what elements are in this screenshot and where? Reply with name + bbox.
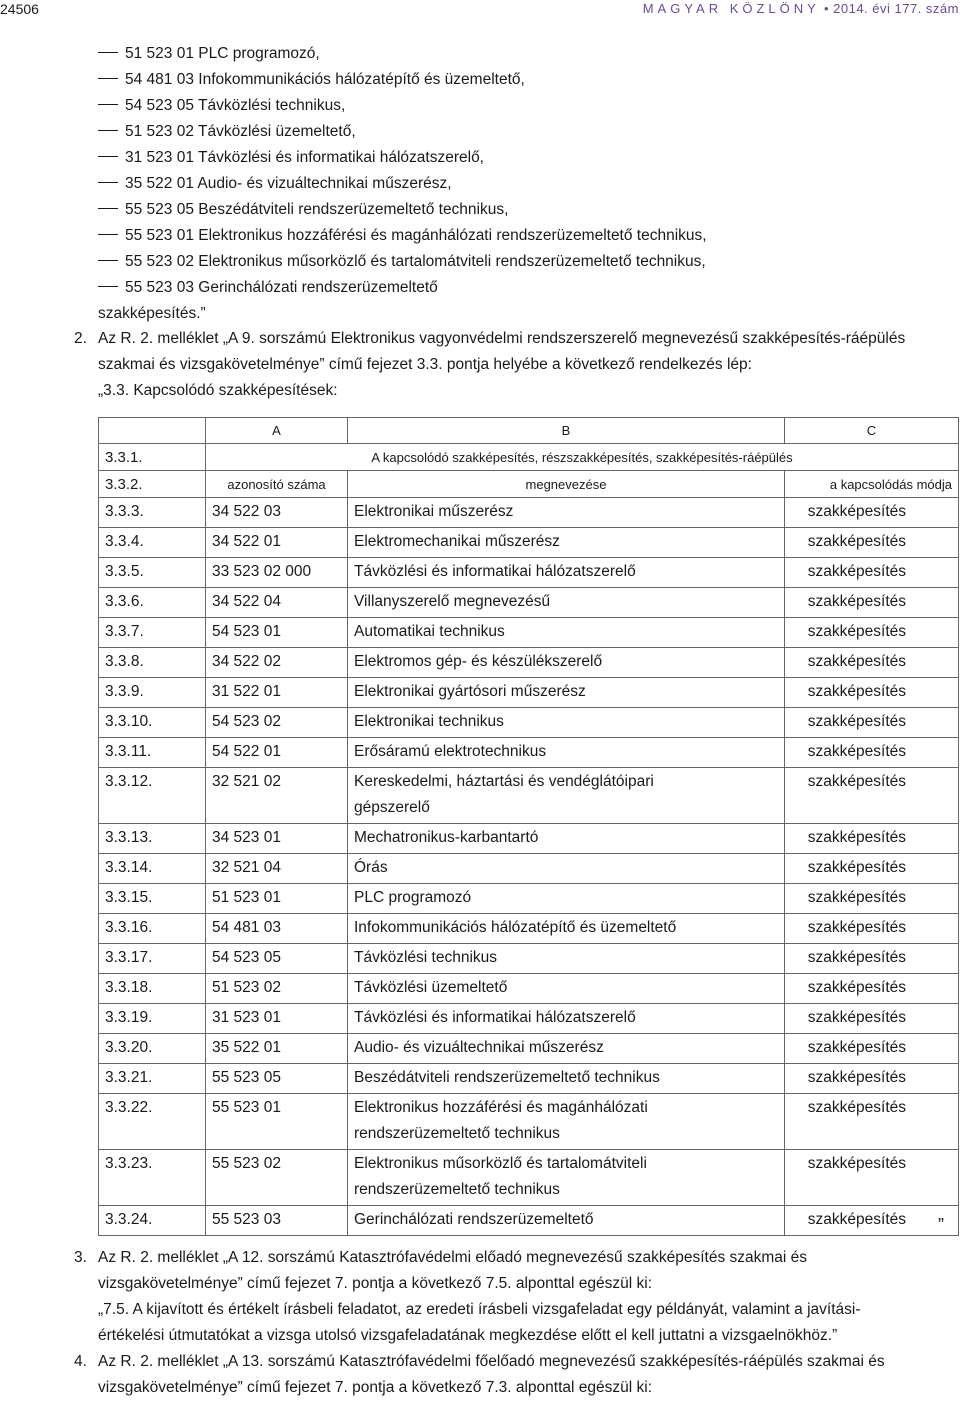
paragraph-text: Az R. 2. melléklet „A 12. sorszámú Katasztrófavédelmi előadó megnevezésű szakképesítés szakmai és [98, 1249, 808, 1266]
table-row [99, 738, 959, 768]
list-item [98, 226, 938, 252]
connection-mode: szakképesítés [785, 498, 959, 528]
table-row [99, 708, 959, 738]
qualification-name-line: Infokommunikációs hálózatépítő és üzemeltető [354, 919, 677, 936]
qualification-code: 31 522 01 [206, 678, 348, 708]
table-row [99, 1150, 959, 1206]
table-row [99, 1034, 959, 1064]
column-header-b: megnevezése [348, 471, 785, 498]
connection-mode: szakképesítés [785, 1004, 959, 1034]
qualification-name [348, 854, 785, 884]
qualification-name [348, 768, 785, 824]
list-item-text: 35 522 01 Audio- és vizuáltechnikai műszerész, [125, 175, 452, 192]
qualification-name [348, 1150, 785, 1206]
row-id: 3.3.12. [99, 768, 206, 824]
list-item-text: 55 523 05 Beszédátviteli rendszerüzemeltető technikus, [125, 201, 509, 218]
closing-quote: ” [938, 1215, 944, 1235]
list-item [98, 148, 938, 174]
qualification-name-line: PLC programozó [354, 889, 472, 906]
list-item-text: 55 523 02 Elektronikus műsorközlő és tartalomátviteli rendszerüzemeltető technikus, [125, 253, 706, 270]
qualification-name [348, 498, 785, 528]
row-id: 3.3.23. [99, 1150, 206, 1206]
dash-icon [98, 260, 118, 261]
paragraph-text: Az R. 2. melléklet „A 9. sorszámú Elektronikus vagyonvédelmi rendszerszerelő megnevezésű szakképesítés-ráépülés [98, 330, 906, 347]
list-item [98, 278, 938, 304]
table-row [99, 471, 959, 498]
row-id: 3.3.20. [99, 1034, 206, 1064]
connection-mode: szakképesítés [785, 1150, 959, 1206]
dash-icon [98, 182, 118, 183]
row-id: 3.3.4. [99, 528, 206, 558]
connection-mode: szakképesítés [785, 738, 959, 768]
list-item-text: 54 481 03 Infokommunikációs hálózatépítő és üzemeltető, [125, 71, 525, 88]
table-row [99, 1064, 959, 1094]
connection-mode: szakképesítés [785, 1064, 959, 1094]
row-id: 3.3.16. [99, 914, 206, 944]
table-row [99, 444, 959, 471]
qualification-name [348, 884, 785, 914]
row-id: 3.3.13. [99, 824, 206, 854]
issue-label: 2014. évi 177. szám [833, 1, 959, 16]
qualification-name-line: Elektromechanikai műszerész [354, 533, 560, 550]
connection-mode: szakképesítés [785, 708, 959, 738]
list-item [98, 44, 938, 70]
qualification-code: 32 521 02 [206, 768, 348, 824]
dash-icon [98, 52, 118, 53]
row-id: 3.3.11. [99, 738, 206, 768]
qualification-name [348, 974, 785, 1004]
table-body [99, 498, 959, 1236]
qualification-name-line: Távközlési és informatikai hálózatszerelő [354, 563, 636, 580]
qualification-name [348, 648, 785, 678]
table-row [99, 618, 959, 648]
row-id: 3.3.1. [99, 444, 206, 471]
qualification-code: 34 523 01 [206, 824, 348, 854]
table-row [99, 588, 959, 618]
column-letter-c: C [785, 418, 959, 444]
table-row [99, 944, 959, 974]
qualification-name-line: Elektronikai technikus [354, 713, 504, 730]
connection-mode: szakképesítés [785, 1206, 959, 1236]
qualification-name-line: Audio- és vizuáltechnikai műszerész [354, 1039, 604, 1056]
row-id: 3.3.3. [99, 498, 206, 528]
qualification-code: 55 523 03 [206, 1206, 348, 1236]
qualification-code: 33 523 02 000 [206, 558, 348, 588]
connection-mode: szakképesítés [785, 854, 959, 884]
qualification-name [348, 914, 785, 944]
table-row [99, 678, 959, 708]
list-item [98, 200, 938, 226]
connection-mode: szakképesítés [785, 824, 959, 854]
qualification-code: 54 481 03 [206, 914, 348, 944]
qualification-code: 55 523 01 [206, 1094, 348, 1150]
dash-list [98, 44, 938, 326]
qualification-code: 54 522 01 [206, 738, 348, 768]
running-head [643, 1, 959, 16]
qualification-name [348, 1034, 785, 1064]
table-row [99, 1094, 959, 1150]
dash-icon [98, 234, 118, 235]
qualification-code: 54 523 02 [206, 708, 348, 738]
table-row [99, 1206, 959, 1236]
table-row [99, 1004, 959, 1034]
qualification-code: 51 523 02 [206, 974, 348, 1004]
qualification-code: 34 522 04 [206, 588, 348, 618]
qualification-code: 55 523 05 [206, 1064, 348, 1094]
table-row [99, 824, 959, 854]
qualification-code: 54 523 05 [206, 944, 348, 974]
qualification-name-line: Órás [354, 859, 388, 876]
row-id: 3.3.6. [99, 588, 206, 618]
bullet-separator: • [823, 1, 830, 16]
paragraph-text: vizsgakövetelménye” című fejezet 7. pontja a következő 7.3. alponttal egészül ki: [98, 1379, 652, 1396]
page-header [0, 0, 960, 20]
connection-mode: szakképesítés [785, 1034, 959, 1064]
qualification-name [348, 708, 785, 738]
list-item-text: 55 523 03 Gerinchálózati rendszerüzemeltető [125, 279, 438, 296]
paragraph-text: Az R. 2. melléklet „A 13. sorszámú Katasztrófavédelmi főelőadó megnevezésű szakképesítés-ráépülés szakmai és [98, 1353, 885, 1370]
qualification-code: 35 522 01 [206, 1034, 348, 1064]
qualification-name [348, 1064, 785, 1094]
row-id: 3.3.17. [99, 944, 206, 974]
list-item-text: 51 523 02 Távközlési üzemeltető, [125, 123, 356, 140]
qualification-name-line: rendszerüzemeltető technikus [354, 1125, 560, 1142]
qualification-name-line: Elektronikus hozzáférési és magánhálózati [354, 1099, 648, 1116]
qualification-name [348, 558, 785, 588]
connection-mode: szakképesítés [785, 1094, 959, 1150]
qualification-name-line: Távközlési üzemeltető [354, 979, 508, 996]
page-number: 24506 [0, 1, 39, 17]
row-id: 3.3.2. [99, 471, 206, 498]
qualification-name-line: Gerinchálózati rendszerüzemeltető [354, 1211, 594, 1228]
qualification-code: 34 522 01 [206, 528, 348, 558]
list-item-text: 51 523 01 PLC programozó, [125, 45, 320, 62]
qualification-name-line: rendszerüzemeltető technikus [354, 1181, 560, 1198]
column-letter-b: B [348, 418, 785, 444]
column-header-a: azonosító száma [206, 471, 348, 498]
table-row [99, 914, 959, 944]
list-item [98, 96, 938, 122]
paragraph-number: 2. [74, 330, 87, 347]
paragraph-text: vizsgakövetelménye” című fejezet 7. pontja a következő 7.5. alponttal egészül ki: [98, 1275, 652, 1292]
row-id: 3.3.18. [99, 974, 206, 1004]
table-cell [99, 418, 206, 444]
qualification-code: 34 522 03 [206, 498, 348, 528]
qualification-name-line: Kereskedelmi, háztartási és vendéglátóipari [354, 773, 654, 790]
dash-icon [98, 78, 118, 79]
row-id: 3.3.8. [99, 648, 206, 678]
qualification-code: 55 523 02 [206, 1150, 348, 1206]
qualification-name [348, 528, 785, 558]
qualification-name-line: Mechatronikus-karbantartó [354, 829, 539, 846]
row-id: 3.3.7. [99, 618, 206, 648]
qualification-name [348, 618, 785, 648]
qualification-name [348, 738, 785, 768]
row-id: 3.3.22. [99, 1094, 206, 1150]
connection-mode: szakképesítés [785, 768, 959, 824]
row-id: 3.3.24. [99, 1206, 206, 1236]
connection-mode: szakképesítés [785, 588, 959, 618]
row-id: 3.3.14. [99, 854, 206, 884]
qualifications-table [98, 417, 959, 1236]
connection-mode: szakképesítés [785, 974, 959, 1004]
connection-mode: szakképesítés [785, 528, 959, 558]
row-id: 3.3.5. [99, 558, 206, 588]
paragraph-2 [74, 326, 960, 404]
table-header-row [99, 418, 959, 444]
qualification-name-line: gépszerelő [354, 799, 430, 816]
table-row [99, 648, 959, 678]
row-id: 3.3.10. [99, 708, 206, 738]
table-row [99, 854, 959, 884]
connection-mode: szakképesítés [785, 914, 959, 944]
table-row [99, 558, 959, 588]
dash-icon [98, 104, 118, 105]
list-item-text: 54 523 05 Távközlési technikus, [125, 97, 346, 114]
table-row [99, 974, 959, 1004]
qualification-name-line: Automatikai technikus [354, 623, 505, 640]
journal-title: MAGYAR KÖZLÖNY [642, 1, 820, 16]
list-item-text: 31 523 01 Távközlési és informatikai hálózatszerelő, [125, 149, 484, 166]
qualification-code: 34 522 02 [206, 648, 348, 678]
dash-icon [98, 286, 118, 287]
merged-header-cell: A kapcsolódó szakképesítés, részszakképesítés, szakképesítés-ráépülés [206, 444, 959, 471]
list-continuation: szakképesítés.” [98, 305, 206, 322]
qualification-name [348, 1206, 785, 1236]
paragraph-number: 4. [74, 1353, 87, 1370]
list-item [98, 70, 938, 96]
qualification-code: 54 523 01 [206, 618, 348, 648]
connection-mode: szakképesítés [785, 618, 959, 648]
column-header-c: a kapcsolódás módja [785, 471, 959, 498]
connection-mode: szakképesítés [785, 678, 959, 708]
qualification-name-line: Elektromos gép- és készülékszerelő [354, 653, 603, 670]
qualification-name [348, 944, 785, 974]
paragraph-text: szakmai és vizsgakövetelménye” című fejezet 3.3. pontja helyébe a következő rendelkezés lép: [98, 356, 752, 373]
qualification-name-line: Elektronikai műszerész [354, 503, 514, 520]
row-id: 3.3.21. [99, 1064, 206, 1094]
table-row [99, 528, 959, 558]
paragraph-text: „7.5. A kijavított és értékelt írásbeli feladatot, az eredeti írásbeli vizsgafeladat egy példányát, valamint a javítási- [98, 1301, 861, 1318]
row-id: 3.3.15. [99, 884, 206, 914]
dash-icon [98, 208, 118, 209]
qualification-name-line: Villanyszerelő megnevezésű [354, 593, 551, 610]
paragraph-4 [74, 1349, 960, 1401]
row-id: 3.3.19. [99, 1004, 206, 1034]
connection-mode: szakképesítés [785, 944, 959, 974]
qualification-name [348, 588, 785, 618]
connection-mode: szakképesítés [785, 884, 959, 914]
row-id: 3.3.9. [99, 678, 206, 708]
qualification-name-line: Elektronikai gyártósori műszerész [354, 683, 586, 700]
table-row [99, 498, 959, 528]
qualification-name [348, 1004, 785, 1034]
connection-mode: szakképesítés [785, 648, 959, 678]
paragraph-3 [74, 1245, 960, 1349]
qualification-name-line: Elektronikus műsorközlő és tartalomátviteli [354, 1155, 647, 1172]
list-item [98, 174, 938, 200]
connection-mode: szakképesítés [785, 558, 959, 588]
qualification-name-line: Erősáramú elektrotechnikus [354, 743, 547, 760]
paragraph-number: 3. [74, 1249, 87, 1266]
table-row [99, 768, 959, 824]
list-item [98, 252, 938, 278]
dash-icon [98, 130, 118, 131]
qualification-name [348, 1094, 785, 1150]
list-item-text: 55 523 01 Elektronikus hozzáférési és magánhálózati rendszerüzemeltető technikus, [125, 227, 707, 244]
qualification-name [348, 824, 785, 854]
qualification-name-line: Távközlési technikus [354, 949, 498, 966]
section-heading: „3.3. Kapcsolódó szakképesítések: [98, 382, 338, 399]
qualification-name [348, 678, 785, 708]
qualification-code: 32 521 04 [206, 854, 348, 884]
qualification-code: 31 523 01 [206, 1004, 348, 1034]
qualification-code: 51 523 01 [206, 884, 348, 914]
paragraph-text: értékelési útmutatókat a vizsga utolsó vizsgafeladatának megkezdése előtt el kell juttatni a vizsgaelnökhöz.” [98, 1327, 838, 1344]
qualification-name-line: Beszédátviteli rendszerüzemeltető technikus [354, 1069, 660, 1086]
qualification-name-line: Távközlési és informatikai hálózatszerelő [354, 1009, 636, 1026]
table-row [99, 884, 959, 914]
list-item [98, 122, 938, 148]
dash-icon [98, 156, 118, 157]
column-letter-a: A [206, 418, 348, 444]
